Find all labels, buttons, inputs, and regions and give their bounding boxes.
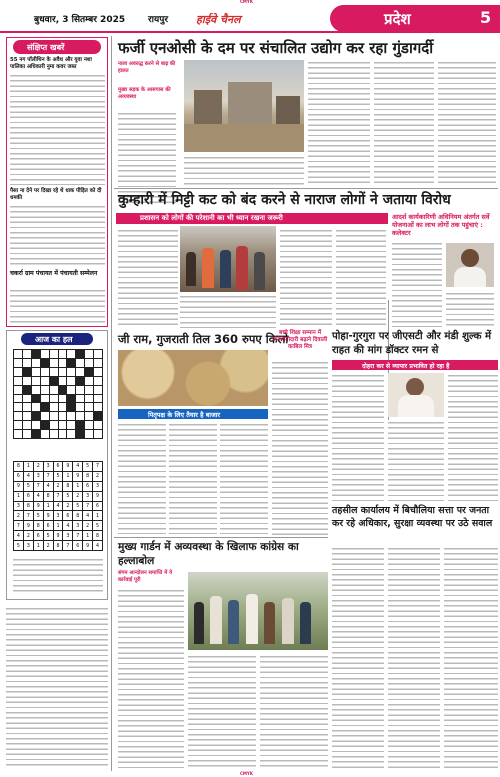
crossword-cell [23,368,31,376]
crossword-cell [50,412,58,420]
crossword-cell [67,430,75,438]
masthead-rule [0,31,500,33]
crossword-cell [23,377,31,385]
crossword-cell [50,350,58,358]
s1-col-a [184,155,304,185]
crossword-cell [41,395,49,403]
crossword-cell [59,386,67,394]
crossword-cell [94,421,102,429]
s3-subhead: पितृपक्ष के लिए तैयार है बाजार [148,411,221,419]
crossword-cell [32,368,40,376]
sudoku-cell: 1 [54,521,63,530]
sudoku-cell: 7 [24,511,33,520]
crossword-cell [67,368,75,376]
s6-col-b [388,546,440,770]
sudoku-cell: 9 [83,541,92,550]
masthead-date: बुधवार, 3 सितम्बर 2025 [34,15,126,25]
sudoku-cell: 7 [14,521,23,530]
column-divider-left [111,36,112,771]
building-shape [228,82,272,124]
sudoku-cell: 3 [73,521,82,530]
crossword-cell [14,395,22,403]
sudoku-cell: 1 [34,541,43,550]
crossword-cell [76,395,84,403]
sudoku-cell: 4 [24,472,33,481]
crossword-cell [85,421,93,429]
crossword-cell [59,430,67,438]
sudoku-cell: 3 [44,462,53,471]
crossword-cell [76,368,84,376]
crossword-cell [41,350,49,358]
crossword-cell [94,430,102,438]
person-shape [202,248,214,288]
s1-bullets [118,61,178,146]
sudoku-cell: 5 [54,472,63,481]
s3-subhead-bar [118,409,268,419]
crossword-cell [94,359,102,367]
crossword-cell [85,403,93,411]
s5-col-c [448,373,498,501]
brief-header [13,40,101,54]
sudoku-cell: 7 [44,472,53,481]
sudoku-cell: 6 [54,462,63,471]
sudoku-cell: 6 [34,531,43,540]
s5-photo-portrait [388,373,444,417]
crossword-cell [23,350,31,358]
sudoku-cell: 1 [93,511,102,520]
crossword-cell [67,412,75,420]
s2-side-headline: आदर्श कार्यकारिणी अधिनियम अंतर्गत सर्वे योजनाओं का लाभ लोगों तक पहुंचाएं : कलेक्टर [392,213,490,237]
crossword-cell [76,350,84,358]
puzzle-box [6,330,108,600]
s1-col-d [438,60,496,186]
crossword-cell [14,350,22,358]
sudoku-cell: 6 [24,492,33,501]
brief1-body [10,73,105,185]
crossword-cell [41,377,49,385]
crossword-cell [32,421,40,429]
person-shape [236,246,248,290]
crossword-cell [76,421,84,429]
sudoku-cell: 6 [63,511,72,520]
sudoku-cell: 4 [54,502,63,511]
crossword-cell [76,403,84,411]
sudoku-cell: 4 [14,531,23,540]
s6-col-c [444,546,498,770]
sudoku-cell: 3 [83,492,92,501]
crossword-cell [67,377,75,385]
s5-subhead: दोहरा कर से व्यापार प्रभावित हो रहा है [362,363,450,370]
s2-col-b [280,228,332,328]
crossword-cell [32,395,40,403]
sudoku-cell: 5 [93,521,102,530]
crossword-cell [67,395,75,403]
crossword-cell [76,377,84,385]
person-shape [282,598,294,644]
sudoku-cell: 2 [83,521,92,530]
crossword-cell [94,350,102,358]
puzzle-header [21,333,93,345]
person-shape [254,252,265,290]
sudoku-cell: 4 [73,462,82,471]
crossword-cell [94,395,102,403]
crossword-cell [85,368,93,376]
sudoku-cell: 9 [54,531,63,540]
sudoku-cell: 7 [54,492,63,501]
crossword-cell [41,421,49,429]
section-banner [330,5,500,32]
s3-col-b [169,422,217,534]
crossword-cell [59,403,67,411]
s5-subhead-bar [332,360,498,370]
crossword-cell [14,403,22,411]
masthead-city: रायपुर [148,15,169,25]
crossword-cell [23,430,31,438]
sudoku-cell: 2 [54,482,63,491]
crossword-cell [76,412,84,420]
sudoku-cell: 5 [83,462,92,471]
sudoku-cell: 1 [83,531,92,540]
crossword-cell [59,395,67,403]
person-shape [220,250,231,288]
s6-col-a [332,546,384,770]
s7-subhead: संगम आन्दोलन समाप्ति में ये कार्रवाई पूरी [118,570,173,583]
sudoku-cell: 7 [73,531,82,540]
portrait-body [398,395,434,417]
s7-col-a [118,588,184,770]
s2-side-photo-collector [446,243,494,287]
portrait-body [454,267,486,287]
sudoku-cell: 9 [24,521,33,530]
s7-top-rule [114,537,328,538]
crossword-cell [41,412,49,420]
crossword-cell [94,386,102,394]
s2-col-a [118,228,178,328]
s2-side-body [392,241,442,327]
crossword-cell [76,386,84,394]
crossword-cell [50,395,58,403]
portrait-head [461,249,479,267]
s1-bottom-rule [114,188,498,189]
s2-side-box [392,213,498,329]
s1-col-c [374,60,434,186]
s1-lead [118,111,176,203]
sudoku-cell: 8 [63,482,72,491]
crossword-cell [85,395,93,403]
sudoku-cell: 8 [14,462,23,471]
sudoku-cell: 4 [44,482,53,491]
sudoku-cell: 1 [24,462,33,471]
masthead-brand-logo [196,8,286,28]
s1-bullet-1: नाला अवरुद्ध करने से बाढ़ की हालत [118,61,176,74]
crossword-cell [14,359,22,367]
masthead-brand: हाईवे चैनल [196,13,241,26]
section-title: प्रदेश [384,10,411,28]
crossword-cell [32,359,40,367]
crossword-cell [41,359,49,367]
crossword-cell [50,403,58,411]
crossword-cell [32,403,40,411]
sudoku-cell: 9 [14,482,23,491]
page-number: 5 [480,8,492,27]
ground-shape [184,124,304,152]
s4-headline: बच्चे शिक्षा सम्मान में जनभागीदारी बढ़ाने दिवाली काबिल मित्र [272,330,328,351]
person-shape [194,602,204,644]
crossword-cell [14,421,22,429]
sudoku-cell: 5 [63,492,72,501]
s6-headline: तहसील कार्यालय में बिचौलिया सत्ता पर जनता कर रहे अधिकार, सुरक्षा व्यवस्था पर उठे सवाल [332,505,493,529]
sudoku-cell: 4 [83,511,92,520]
s7-photo-garden [188,572,328,650]
cmyk-mark-top: CMYK [240,0,253,4]
sudoku-cell: 3 [34,472,43,481]
sudoku-cell: 8 [93,531,102,540]
sudoku-cell: 2 [73,492,82,501]
crossword-cell [94,368,102,376]
brief3-headline: चकर्रा ग्राम पंचायत में पंचायती सम्मेलन [10,270,98,277]
crossword-cell [59,421,67,429]
sudoku-cell: 4 [34,492,43,501]
crossword-cell [59,359,67,367]
crossword-cell [94,377,102,385]
crossword-cell [41,403,49,411]
sudoku-cell: 3 [24,541,33,550]
sudoku-cell: 8 [83,472,92,481]
crossword-cell [85,350,93,358]
crossword-cell [14,368,22,376]
crossword-cell [85,430,93,438]
crossword-cell [14,412,22,420]
sudoku-cell: 1 [14,492,23,501]
sudoku-cell: 7 [34,482,43,491]
cmyk-mark-bottom: CMYK [240,771,253,776]
crossword-cell [32,350,40,358]
s2-side-body-2 [446,291,494,327]
person-shape [210,596,222,644]
sudoku-cell: 4 [93,541,102,550]
crossword-cell [23,403,31,411]
crossword-cell [59,368,67,376]
s1-bullet-2: मुख्य सड़क के आसपास की अव्यवस्था [118,87,171,100]
masthead [0,5,500,33]
s7-headline: मुख्य गार्डन में अव्यवस्था के खिलाफ कांग्रेस का हल्लाबोल [118,541,299,567]
sudoku-cell: 5 [34,511,43,520]
s2-col-c [336,228,386,328]
brief2-body [10,204,105,266]
puzzle-footer-text [13,557,103,595]
sudoku-cell: 2 [24,531,33,540]
crossword-cell [23,386,31,394]
crossword-cell [32,386,40,394]
s2-photo-protest [180,226,276,292]
sudoku-cell: 1 [44,502,53,511]
crossword-cell [67,421,75,429]
building-shape [194,90,222,124]
sudoku-cell: 5 [14,541,23,550]
brief2-headline: पैसा ना देने पर दिखा रहे थे धाक पीड़ित को दी धमकी [10,188,102,201]
sudoku-cell: 8 [54,541,63,550]
crossword-cell [23,421,31,429]
sudoku-cell: 3 [54,511,63,520]
sudoku-grid [13,461,103,551]
person-shape [186,252,196,286]
s1-col-b [308,60,370,186]
sudoku-cell: 2 [63,502,72,511]
s7-col-c [260,654,328,770]
crossword-cell [14,430,22,438]
sudoku-cell: 7 [63,541,72,550]
sudoku-cell: 3 [14,502,23,511]
portrait-head [406,378,424,396]
crossword-cell [85,412,93,420]
s3-photo-grain [118,350,268,406]
crossword-cell [67,403,75,411]
person-shape [246,594,258,644]
sudoku-cell: 3 [93,482,102,491]
building-shape [276,96,300,124]
s5-col-a [332,373,384,501]
crossword-cell [76,359,84,367]
s2-subhead: प्रशासन को लोगों की परेशानी का भी ध्यान रखना जरूरी [140,214,283,222]
crossword-cell [67,350,75,358]
crossword-cell [50,386,58,394]
crossword-cell [50,377,58,385]
crossword-cell [50,421,58,429]
sudoku-cell: 1 [63,472,72,481]
sudoku-cell: 5 [73,502,82,511]
crossword-cell [67,386,75,394]
crossword-cell [76,430,84,438]
crossword-cell [59,350,67,358]
brief-box [6,37,108,327]
crossword-cell [50,430,58,438]
s4-body [272,360,328,535]
top-strip [0,0,500,4]
s2-subhead-bar [116,213,388,224]
s3-col-c [220,422,268,534]
sudoku-cell: 2 [44,541,53,550]
s1-photo-factory [184,60,304,152]
person-shape [300,602,311,644]
crossword-cell [50,359,58,367]
crossword-cell [32,430,40,438]
s2-headline: कुम्हारी में मिट्टी कट को बंद करने से नाराज लोगों ने जताया विरोध [118,192,451,208]
crossword-cell [85,359,93,367]
crossword-cell [23,412,31,420]
sudoku-cell: 2 [93,472,102,481]
sudoku-cell: 8 [44,492,53,501]
person-shape [264,602,275,644]
sudoku-cell: 5 [24,482,33,491]
crossword-grid [13,349,103,439]
crossword-cell [94,403,102,411]
person-shape [228,600,239,644]
sudoku-cell: 8 [24,502,33,511]
sudoku-cell: 7 [93,462,102,471]
crossword-cell [41,368,49,376]
s4-box [272,330,328,535]
sudoku-cell: 9 [44,511,53,520]
crossword-cell [23,395,31,403]
sudoku-cell: 4 [63,521,72,530]
s3-col-a [118,422,166,534]
brief3-body [10,288,105,324]
crossword-cell [41,430,49,438]
brief1-headline: 55 नग पॉलीथिन के अवैध और युवा नशा पालिका अधिकारी नुमा कवर जब्त [10,57,92,70]
crossword-cell [14,377,22,385]
sudoku-cell: 6 [93,502,102,511]
sudoku-cell: 6 [14,472,23,481]
sudoku-cell: 9 [73,472,82,481]
sudoku-cell: 7 [83,502,92,511]
crossword-cell [14,386,22,394]
crossword-cell [32,377,40,385]
sudoku-cell: 2 [14,511,23,520]
s5-col-b [388,420,444,501]
sudoku-cell: 8 [34,521,43,530]
left-lower-body [6,606,108,766]
s7-col-b [188,654,256,770]
sudoku-cell: 9 [34,502,43,511]
sudoku-cell: 6 [73,541,82,550]
s3-headline: जी राम, गुजराती तिल 360 रुपए किलो [118,332,289,346]
puzzle-title: आज का हल [35,335,73,344]
sudoku-cell: 3 [63,531,72,540]
crossword-cell [59,412,67,420]
crossword-cell [67,359,75,367]
s1-headline: फर्जी एनओसी के दम पर संचालित उद्योग कर रहा गुंडागर्दी [118,39,434,57]
sudoku-cell: 9 [93,492,102,501]
sudoku-cell: 5 [44,531,53,540]
crossword-cell [94,412,102,420]
crossword-cell [85,377,93,385]
crossword-cell [59,377,67,385]
sudoku-cell: 9 [63,462,72,471]
crossword-cell [85,386,93,394]
sudoku-cell: 6 [44,521,53,530]
brief-title: संक्षिप्त खबरें [27,43,65,52]
crossword-cell [50,368,58,376]
s5-headline: पोहा-गुरगुरा पर जीएसटी और मंडी शुल्क में राहत की मांग डॉक्टर रमन से [332,331,492,356]
sudoku-cell: 2 [34,462,43,471]
sudoku-cell: 1 [73,482,82,491]
sudoku-cell: 6 [83,482,92,491]
sudoku-cell: 8 [73,511,82,520]
s2-photo-caption [180,294,276,328]
crossword-cell [41,386,49,394]
crossword-cell [32,412,40,420]
crossword-cell [23,359,31,367]
